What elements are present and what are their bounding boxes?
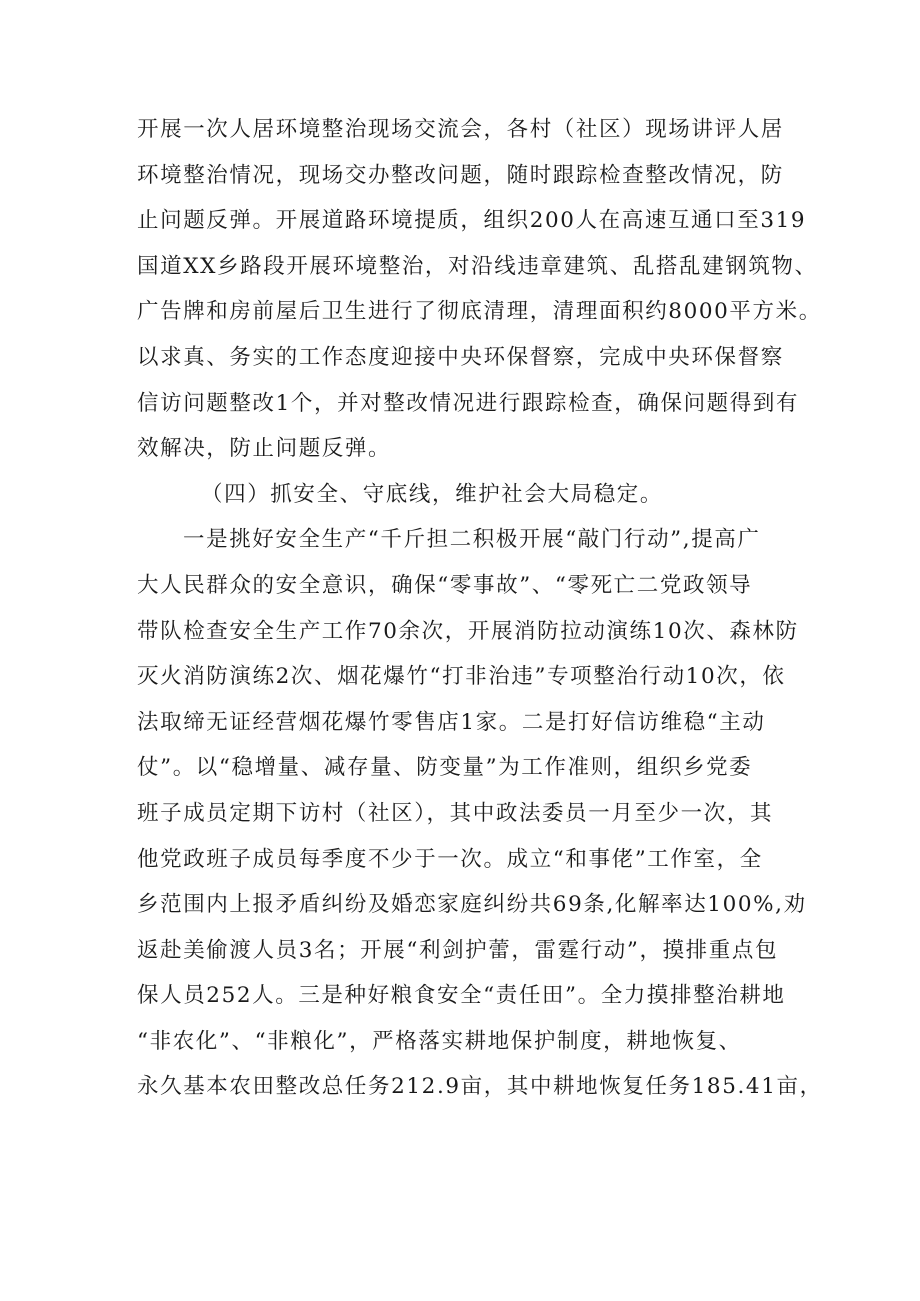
text-line: 以求真、务实的工作态度迎接中央环保督察，完成中央环保督察 — [137, 344, 784, 370]
text-line: 国道XX乡路段开展环境整治，对沿线违章建筑、乱搭乱建钢筑物、 — [137, 253, 818, 279]
text-line: 止问题反弹。开展道路环境提质，组织200人在高速互通口至319 — [137, 208, 807, 234]
paragraph-first-line: 一是挑好安全生产“千斤担二积极开展“敲门行动”,提高广 — [183, 527, 761, 553]
text-line: 班子成员定期下访村（社区），其中政法委员一月至少一次，其 — [137, 800, 774, 826]
text-line: 保人员252人。三是种好粮食安全“责任田”。全力摸排整治耕地 — [137, 983, 786, 1009]
text-line: 灭火消防演练2次、烟花爆竹“打非治违”专项整治行动10次，依 — [137, 664, 786, 690]
text-line: 广告牌和房前屋后卫生进行了彻底清理，清理面积约8000平方米。 — [137, 299, 822, 325]
body-text — [137, 107, 823, 1110]
text-line: 返赴美偷渡人员3名；开展“利剑护蕾，雷霆行动”，摸排重点包 — [137, 937, 779, 963]
text-line: 开展一次人居环境整治现场交流会，各村（社区）现场讲评人居 — [137, 117, 784, 142]
section-heading: （四）抓安全、守底线，维护社会大局稳定。 — [201, 481, 664, 507]
text-line: 信访问题整改1个，并对整改情况进行跟踪检查，确保问题得到有 — [137, 390, 800, 416]
text-line: 大人民群众的安全意识，确保“零事故”、“零死亡二党政领导 — [137, 572, 753, 598]
text-line: 乡范围内上报矛盾纠纷及婚恋家庭纠纷共69条,化解率达100%,劝 — [137, 892, 807, 918]
text-line: 仗”。以“稳增量、减存量、防变量”为工作准则，组织乡党委 — [137, 755, 753, 781]
text-line: 他党政班子成员每季度不少于一次。成立“和事佬”工作室，全 — [137, 846, 763, 872]
text-line: 环境整治情况，现场交办整改问题，随时跟踪检查整改情况，防 — [137, 162, 784, 188]
text-line: 永久基本农田整改总任务212.9亩，其中耕地恢复任务185.41亩， — [137, 1074, 823, 1100]
text-line: “非农化”、“非粮化”，严格落实耕地保护制度，耕地恢复、 — [137, 1028, 742, 1054]
text-line: 效解决，防止问题反弹。 — [137, 436, 392, 462]
text-line: 法取缔无证经营烟花爆竹零售店1家。二是打好信访维稳“主动 — [137, 709, 766, 735]
text-line: 带队检查安全生产工作70余次，开展消防拉动演练10次、森林防 — [137, 618, 799, 644]
